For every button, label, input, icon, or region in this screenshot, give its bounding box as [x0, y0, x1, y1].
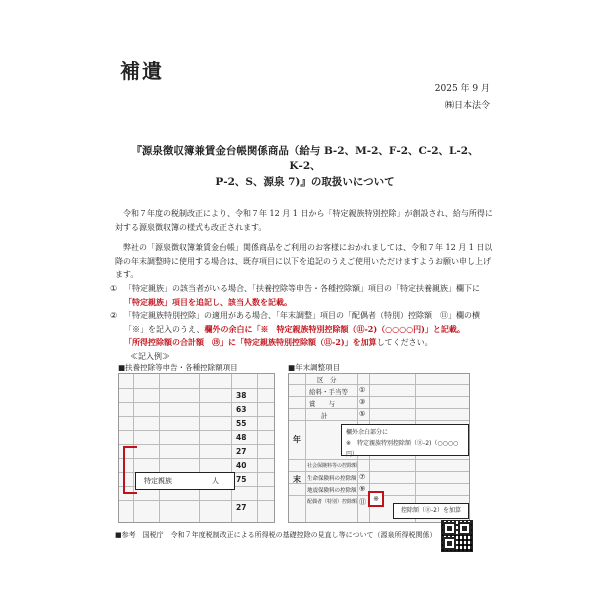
add-deduction-box: 控除額（⑪‑2）を加算 — [393, 503, 469, 519]
form-number: 63 — [236, 405, 247, 414]
qr-code-icon — [441, 520, 473, 552]
instruction-item-2 — [110, 309, 495, 350]
column-header: 区 分 — [317, 376, 337, 384]
tokutei-shinzoku-box — [135, 472, 235, 490]
item-number: ② — [110, 311, 118, 320]
tokutei-unit: 人 — [212, 477, 219, 485]
row-label: 社会保険料等の控除額 — [307, 463, 358, 469]
page-heading: 補遺 — [120, 59, 164, 83]
form-number: 40 — [236, 461, 247, 470]
row-label: 計 — [321, 412, 328, 420]
form-number: 55 — [236, 419, 247, 428]
request-paragraph: 弊社の「源泉徴収簿兼賃金台帳」関係商品をご利用のお客様におかれましては、令和７年 12 月 1 日以降の年末調整時に使用する場合は、既存項目に以下を追記のうえご使用いただけますようお願い申し上げます。 — [115, 243, 493, 279]
form-number: 27 — [236, 503, 247, 512]
row-label: 給料・手当等 — [309, 388, 348, 396]
row-number: ⑪ — [359, 498, 366, 506]
row-number: ⑤ — [359, 410, 366, 418]
example-label: ≪記入例≫ — [130, 352, 170, 361]
row-label: 賞 与 — [309, 400, 335, 408]
document-title-line-1: 『源泉徴収簿兼賃金台帳関係商品（給与 B‑2、M‑2、F‑2、C‑2、L‑2、K‑2、 — [131, 145, 479, 172]
item-text: してください。 — [376, 338, 433, 347]
row-label: 地震保険料の控除額 — [307, 488, 357, 494]
row-label: 配偶者（特別）控除額 — [307, 499, 358, 505]
item-highlight: 「特定親族」項目を追記し、該当人数を記載。 — [124, 296, 292, 307]
item-highlight: 「所得控除額の合計額 ⑲」に「特定親族特別控除額（⑪‑2)」を加算 — [124, 337, 377, 347]
item-text: 「特定親族」の該当者がいる場合、「扶養控除等申告・各種控除額」項目の「特定扶養親族」欄下に — [124, 284, 480, 293]
reference-footer: ■参考 国税庁 令和７年度税制改正による所得税の基礎控除の見直し等について（源泉所得税関係） — [115, 531, 437, 539]
margin-note-callout — [341, 424, 469, 456]
item-number: ① — [110, 284, 118, 293]
form-number: 38 — [236, 391, 247, 400]
asterisk-mark: ※ — [368, 491, 384, 507]
right-form-title: ■年末調整項目 — [288, 363, 341, 372]
publisher-name: ㈱日本法令 — [444, 101, 490, 111]
callout-line-2: ※ 特定親族特別控除額（⑪‑2)（○○○○円） — [346, 440, 459, 458]
row-number: ⑨ — [359, 485, 366, 493]
row-number: ③ — [359, 398, 366, 406]
form-number: 27 — [236, 447, 247, 456]
year-end-label: 年 — [293, 434, 301, 444]
right-form-sample — [288, 373, 470, 523]
year-end-label: 末 — [293, 474, 301, 484]
row-number: ⑦ — [359, 473, 366, 481]
intro-paragraph: 令和７年度の税制改正により、令和７年 12 月 1 日から「特定親族特別控除」が創設され、給与所得に対する源泉徴収簿の様式も改正されます。 — [115, 209, 493, 232]
issue-date: 2025 年 9 月 — [434, 84, 490, 94]
left-form-title: ■扶養控除等申告・各種控除額項目 — [118, 363, 238, 372]
item-highlight: 欄外の余白に「※ 特定親族特別控除額（⑪‑2)（○○○○円)」と記載。 — [204, 323, 465, 334]
callout-line-1: 欄外余白部分に — [346, 429, 389, 436]
instruction-item-1 — [110, 282, 495, 309]
row-number: ① — [359, 386, 366, 394]
row-label: 生命保険料の控除額 — [307, 476, 357, 482]
document-title-line-2: P‑2、S、源泉 7)』の取扱いについて — [215, 176, 395, 188]
form-number: 75 — [236, 475, 247, 484]
item-text: 「※」を記入のうえ、 — [124, 324, 205, 334]
form-number: 48 — [236, 433, 247, 442]
tokutei-label: 特定親族 — [144, 477, 172, 485]
item-text: 「特定親族特別控除」の適用がある場合、「年末調整」項目の「配偶者（特別）控除額 ⑪」欄の横 — [124, 311, 480, 320]
left-form-sample — [118, 373, 275, 523]
